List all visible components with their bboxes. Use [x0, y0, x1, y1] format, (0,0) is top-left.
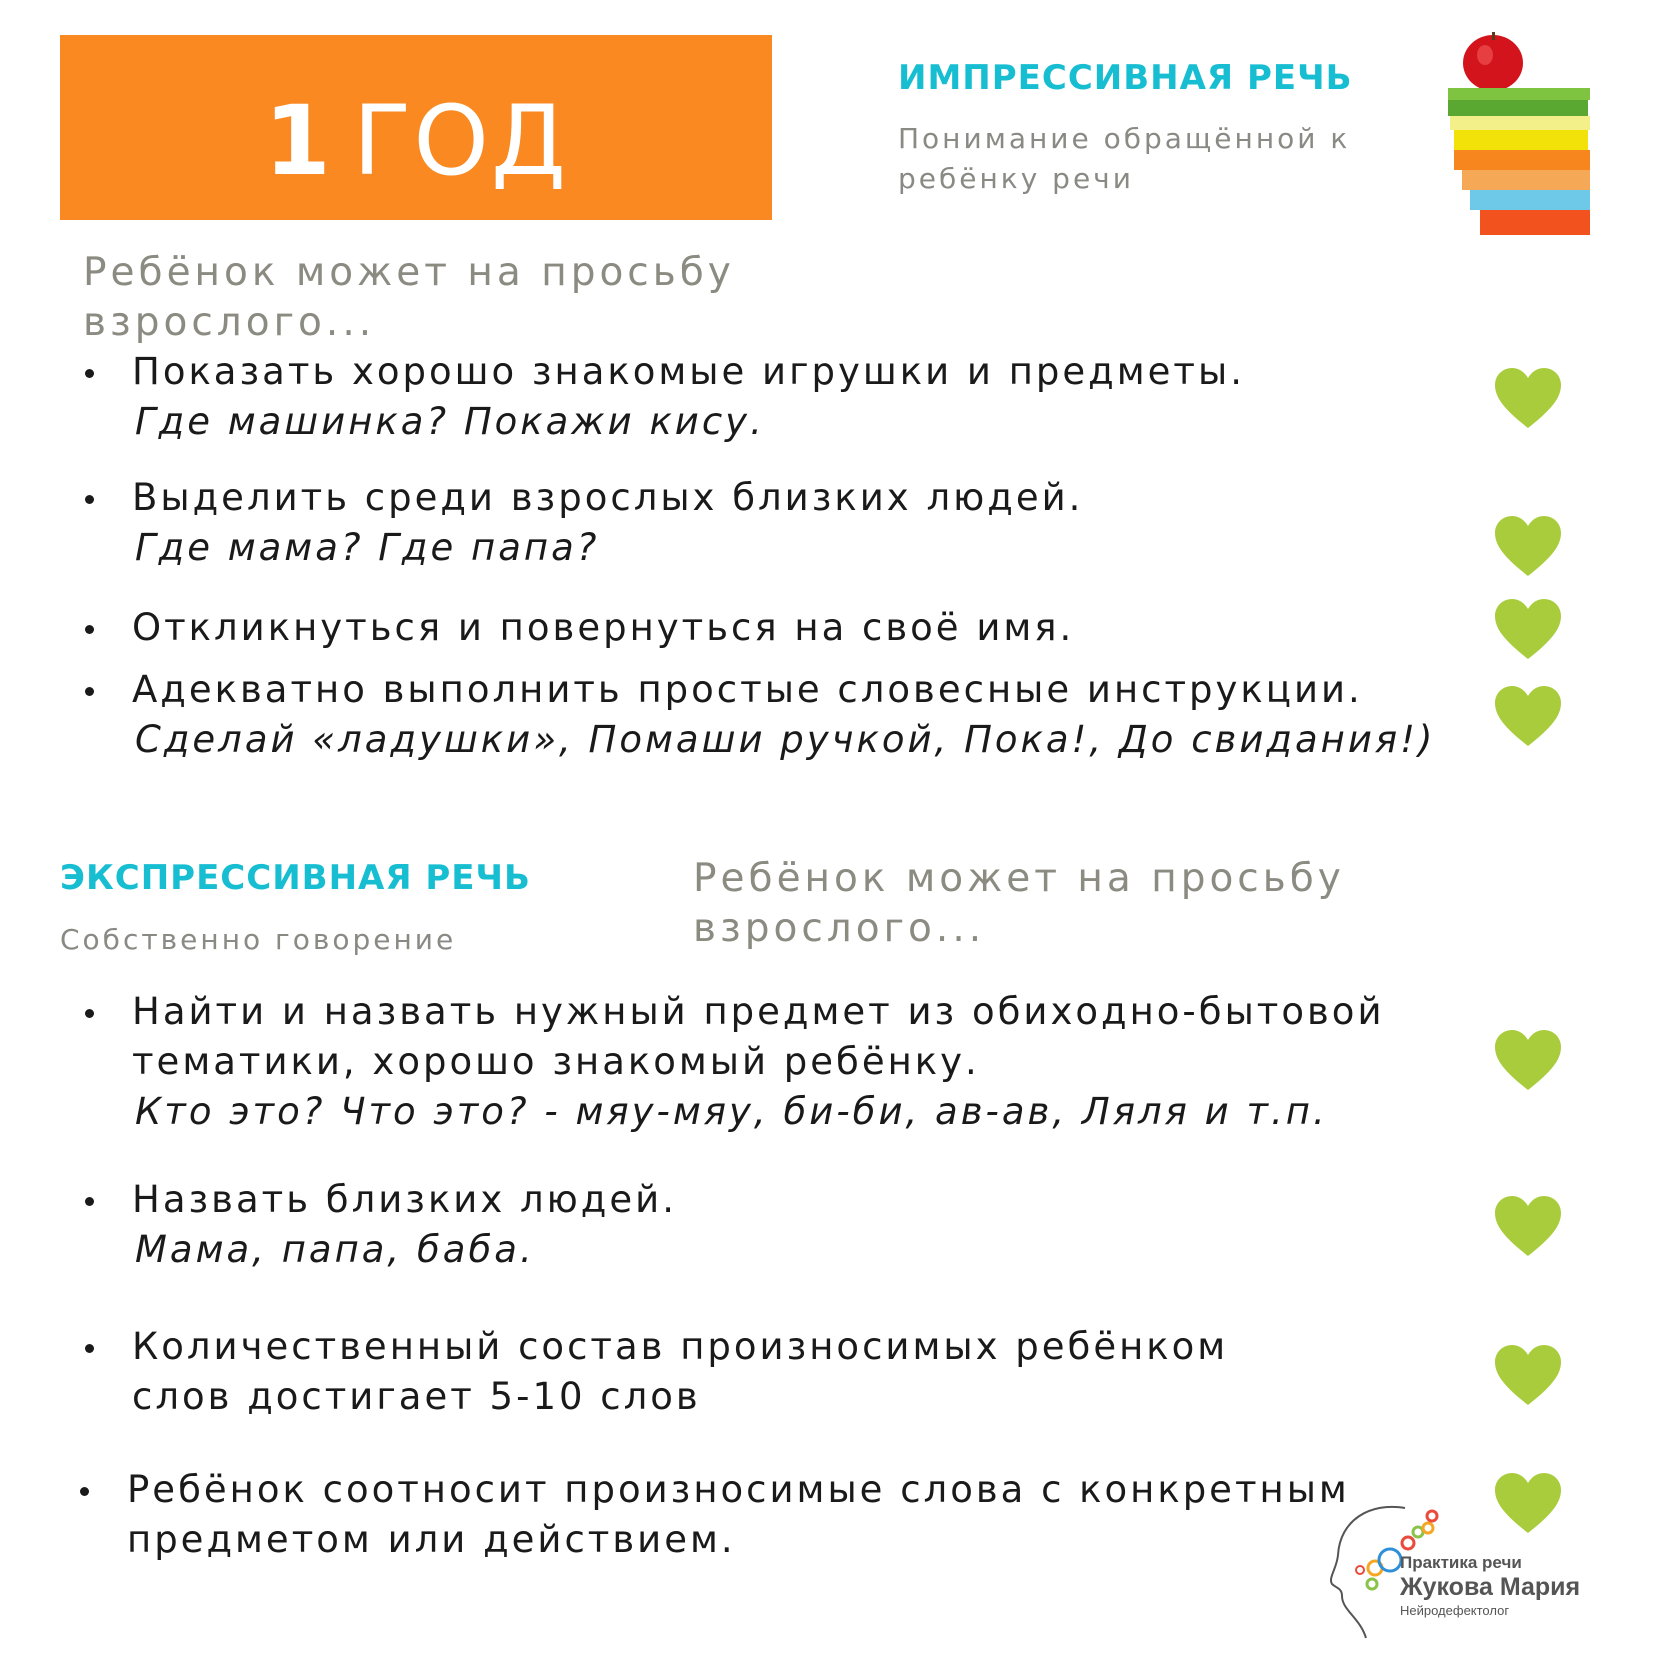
expressive-item — [80, 1465, 1460, 1565]
impressive-lead-2: взрослого... — [83, 300, 376, 345]
expressive-item — [85, 1322, 1465, 1422]
logo-line-3: Нейродефектолог — [1400, 1603, 1510, 1618]
age-title — [60, 85, 772, 197]
heart-icon — [1495, 1196, 1561, 1258]
impressive-title: ИМПРЕССИВНАЯ РЕЧЬ — [898, 58, 1353, 98]
expressive-item — [85, 987, 1465, 1137]
heart-icon — [1495, 1030, 1561, 1092]
item-example: Мама, папа, баба. — [135, 1228, 535, 1271]
item-text: Ребёнок соотносит произносимые слова с конкретным — [127, 1468, 1350, 1511]
expressive-item — [85, 1175, 1465, 1275]
heart-icon — [1495, 368, 1561, 430]
heart-icon — [1495, 686, 1561, 748]
logo-line-2: Жукова Мария — [1400, 1573, 1581, 1601]
impressive-subtitle-1: Понимание обращённой к — [898, 122, 1351, 155]
bullet — [85, 1197, 94, 1206]
heart-icon — [1495, 1345, 1561, 1407]
impressive-item — [85, 347, 1465, 447]
age-banner — [60, 35, 772, 220]
item-example: Где мама? Где папа? — [135, 526, 600, 569]
item-text: Количественный состав произносимых ребёнком — [132, 1325, 1229, 1368]
item-text-continued: тематики, хорошо знакомый ребёнку. — [132, 1040, 980, 1083]
item-text: Выделить среди взрослых близких людей. — [132, 476, 1084, 519]
item-example: Где машинка? Покажи кису. — [135, 400, 765, 443]
bullet — [85, 1344, 94, 1353]
bullet — [85, 625, 94, 634]
item-text: Показать хорошо знакомые игрушки и предметы. — [132, 350, 1245, 393]
item-text: Откликнуться и повернуться на своё имя. — [132, 606, 1075, 649]
expressive-title: ЭКСПРЕССИВНАЯ РЕЧЬ — [60, 858, 531, 898]
item-text-continued: предметом или действием. — [127, 1518, 736, 1561]
bullet — [85, 369, 94, 378]
item-example: Кто это? Что это? - мяу-мяу, би-би, ав-ав, Ляля и т.п. — [135, 1090, 1328, 1133]
impressive-lead-1: Ребёнок может на просьбу — [83, 250, 735, 295]
logo-line-1: Практика речи — [1400, 1553, 1522, 1572]
expressive-lead-1: Ребёнок может на просьбу — [693, 856, 1345, 901]
impressive-item — [85, 473, 1465, 573]
impressive-subtitle-2: ребёнку речи — [898, 162, 1134, 195]
bullet — [85, 495, 94, 504]
bullet — [85, 1009, 94, 1018]
age-word: ГОД — [352, 85, 568, 197]
expressive-lead-2: взрослого... — [693, 906, 986, 951]
bullet — [80, 1487, 89, 1496]
bullet — [85, 687, 94, 696]
item-text-continued: слов достигает 5-10 слов — [132, 1375, 701, 1418]
item-text: Найти и назвать нужный предмет из обиходно-бытовой — [132, 990, 1385, 1033]
heart-icon — [1495, 599, 1561, 661]
age-number: 1 — [264, 85, 331, 197]
impressive-item — [85, 603, 1465, 653]
expressive-subtitle: Собственно говорение — [60, 923, 457, 956]
books-apple-illustration — [1440, 30, 1590, 240]
item-text: Адекватно выполнить простые словесные инструкции. — [132, 668, 1363, 711]
item-example: Сделай «ладушки», Помаши ручкой, Пока!, До свидания!) — [135, 718, 1436, 761]
item-text: Назвать близких людей. — [132, 1178, 677, 1221]
heart-icon — [1495, 516, 1561, 578]
impressive-item — [85, 665, 1465, 765]
